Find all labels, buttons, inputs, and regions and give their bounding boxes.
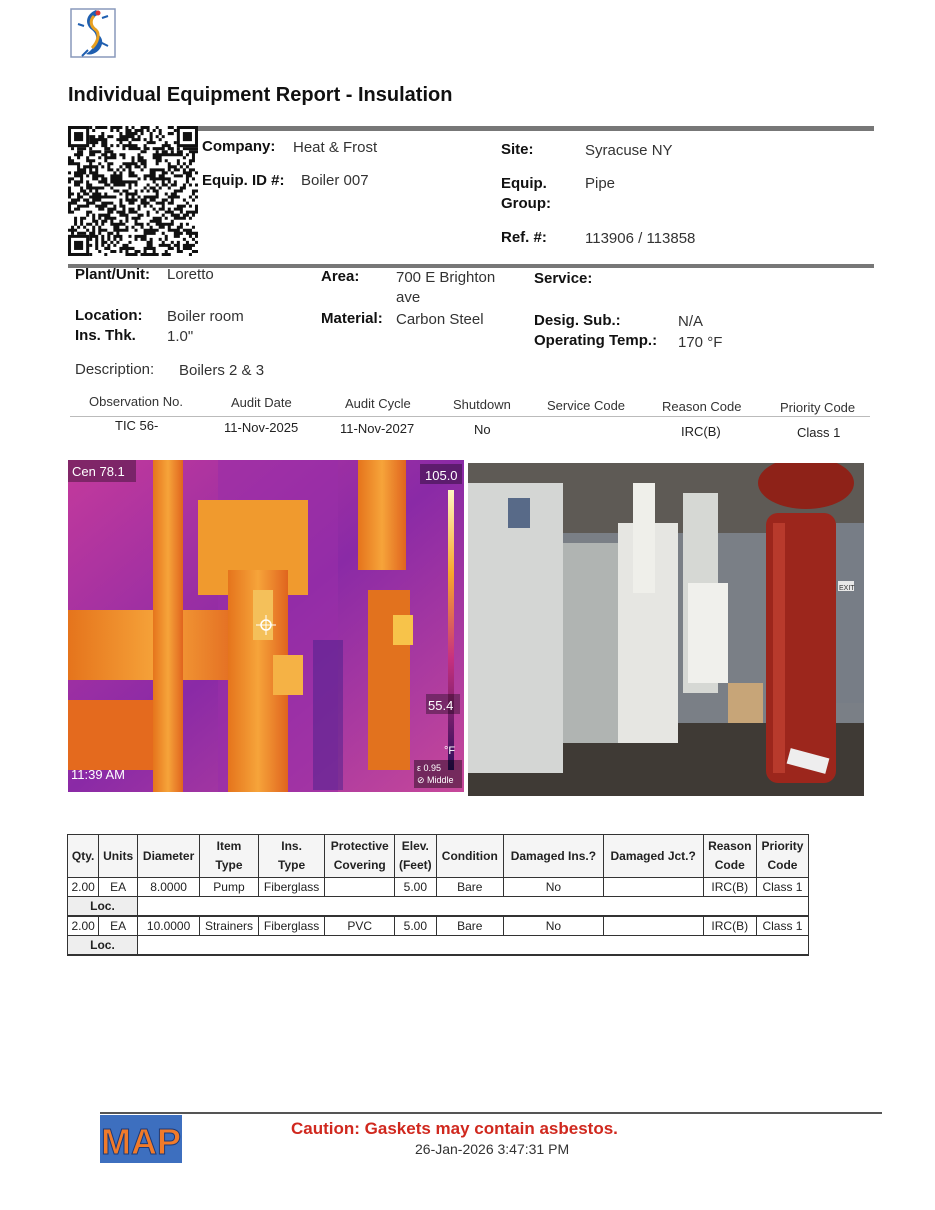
cell-units: EA — [99, 878, 138, 897]
cell-condition: Bare — [436, 878, 503, 897]
table-row-loc — [68, 936, 809, 956]
exit-sign: EXIT — [839, 585, 855, 592]
cell-covering: PVC — [325, 916, 395, 936]
material-value: Carbon Steel — [396, 311, 484, 328]
area-value-line2: ave — [396, 289, 421, 306]
area-value-line1: 700 E Brighton — [396, 269, 496, 286]
cell-item-type: Strainers — [200, 916, 259, 936]
cell-diameter: 10.0000 — [137, 916, 199, 936]
obs-divider — [70, 416, 870, 417]
cell-elev: 5.00 — [395, 878, 437, 897]
cell-ins-type: Fiberglass — [258, 878, 325, 897]
header-item-type: Item Type — [200, 835, 259, 878]
map-logo — [100, 1115, 182, 1163]
plant-label: Plant/Unit: — [75, 266, 150, 283]
obs-value-reason-code: IRC(B) — [681, 424, 721, 439]
table-row — [68, 878, 809, 897]
cell-priority: Class 1 — [756, 878, 808, 897]
obs-value-priority-code: Class 1 — [797, 425, 841, 440]
ins-thk-value: 1.0" — [167, 328, 194, 345]
obs-value-shutdown: No — [474, 422, 491, 437]
cell-damaged-jct — [603, 878, 703, 897]
thermal-center-readout: Cen 78.1 — [72, 464, 125, 479]
plant-value: Loretto — [167, 266, 214, 283]
area-label: Area: — [321, 268, 360, 285]
obs-value-audit-date: 11-Nov-2025 — [224, 420, 299, 435]
header-elev: Elev. (Feet) — [395, 835, 437, 878]
map-logo-text: MAP — [101, 1121, 181, 1162]
obs-header-audit-cycle: Audit Cycle — [345, 396, 411, 411]
cell-qty: 2.00 — [68, 878, 99, 897]
header-diameter: Diameter — [137, 835, 199, 878]
desig-sub-value: N/A — [678, 313, 704, 330]
header-damaged-ins: Damaged Ins.? — [503, 835, 603, 878]
obs-header-reason-code: Reason Code — [662, 399, 742, 414]
op-temp-value: 170 °F — [678, 334, 723, 351]
cell-diameter: 8.0000 — [137, 878, 199, 897]
equip-group-label-1: Equip. — [501, 175, 547, 192]
location-label: Location: — [75, 307, 143, 324]
loc-label: Loc. — [68, 897, 138, 917]
cell-covering — [325, 878, 395, 897]
company-label: Company: — [202, 138, 276, 155]
items-table — [67, 834, 809, 956]
cell-ins-type: Fiberglass — [258, 916, 325, 936]
obs-header-priority-code: Priority Code — [780, 400, 856, 415]
thermal-emissivity: ε 0.95 — [417, 763, 442, 773]
thermal-time: 11:39 AM — [71, 767, 125, 782]
thermal-mode: ⊘ Middle — [417, 775, 454, 785]
ref-value: 113906 / 113858 — [585, 230, 696, 247]
cell-damaged-ins: No — [503, 916, 603, 936]
equip-group-label-2: Group: — [501, 195, 551, 212]
header-damaged-jct: Damaged Jct.? — [603, 835, 703, 878]
ref-label: Ref. #: — [501, 229, 547, 246]
equip-group-value: Pipe — [585, 175, 616, 192]
caution-notice: Caution: Gaskets may contain asbestos. — [291, 1119, 618, 1138]
cell-qty: 2.00 — [68, 916, 99, 936]
header-qty: Qty. — [68, 835, 99, 878]
cell-reason: IRC(B) — [703, 878, 756, 897]
site-label: Site: — [501, 141, 534, 158]
cell-item-type: Pump — [200, 878, 259, 897]
footer-rule — [100, 1112, 882, 1114]
loc-value — [137, 897, 808, 917]
site-value: Syracuse NY — [585, 142, 673, 159]
service-label: Service: — [534, 270, 593, 287]
table-row-loc — [68, 897, 809, 917]
cell-elev: 5.00 — [395, 916, 437, 936]
cell-units: EA — [99, 916, 138, 936]
thermal-unit: °F — [444, 745, 456, 757]
thermal-max-temp: 105.0 — [425, 468, 458, 483]
obs-value-audit-cycle: 11-Nov-2027 — [340, 421, 415, 436]
report-title: Individual Equipment Report - Insulation — [68, 84, 453, 106]
location-value: Boiler room — [167, 308, 244, 325]
header-units: Units — [99, 835, 138, 878]
equipment-photo — [468, 463, 864, 796]
material-label: Material: — [321, 310, 383, 327]
header-protective-covering: Protective Covering — [325, 835, 395, 878]
obs-value-observation-no: TIC 56- — [115, 418, 159, 433]
cell-reason: IRC(B) — [703, 916, 756, 936]
header-condition: Condition — [436, 835, 503, 878]
thermal-min-temp: 55.4 — [428, 698, 454, 713]
header-reason-code: Reason Code — [703, 835, 756, 878]
qr-code — [68, 126, 198, 256]
print-timestamp: 26-Jan-2026 3:47:31 PM — [415, 1141, 570, 1157]
header-ins-type: Ins. Type — [258, 835, 325, 878]
loc-label: Loc. — [68, 936, 138, 956]
cell-damaged-jct — [603, 916, 703, 936]
header-priority-code: Priority Code — [756, 835, 808, 878]
cell-damaged-ins: No — [503, 878, 603, 897]
cell-condition: Bare — [436, 916, 503, 936]
loc-value — [137, 936, 808, 956]
equip-id-value: Boiler 007 — [301, 172, 369, 189]
table-row — [68, 916, 809, 936]
obs-header-observation-no: Observation No. — [89, 394, 183, 409]
obs-header-service-code: Service Code — [547, 398, 626, 413]
company-logo — [70, 6, 118, 62]
op-temp-label: Operating Temp.: — [534, 332, 658, 349]
ins-thk-label: Ins. Thk. — [75, 327, 136, 344]
items-table-header-row — [68, 835, 809, 878]
obs-header-audit-date: Audit Date — [231, 395, 292, 410]
thermal-image — [68, 460, 464, 792]
obs-header-shutdown: Shutdown — [453, 397, 511, 412]
equip-id-label: Equip. ID #: — [202, 172, 285, 189]
description-value: Boilers 2 & 3 — [179, 362, 265, 379]
cell-priority: Class 1 — [756, 916, 808, 936]
company-value: Heat & Frost — [293, 139, 378, 156]
desig-sub-label: Desig. Sub.: — [534, 312, 621, 329]
description-label: Description: — [75, 361, 155, 378]
